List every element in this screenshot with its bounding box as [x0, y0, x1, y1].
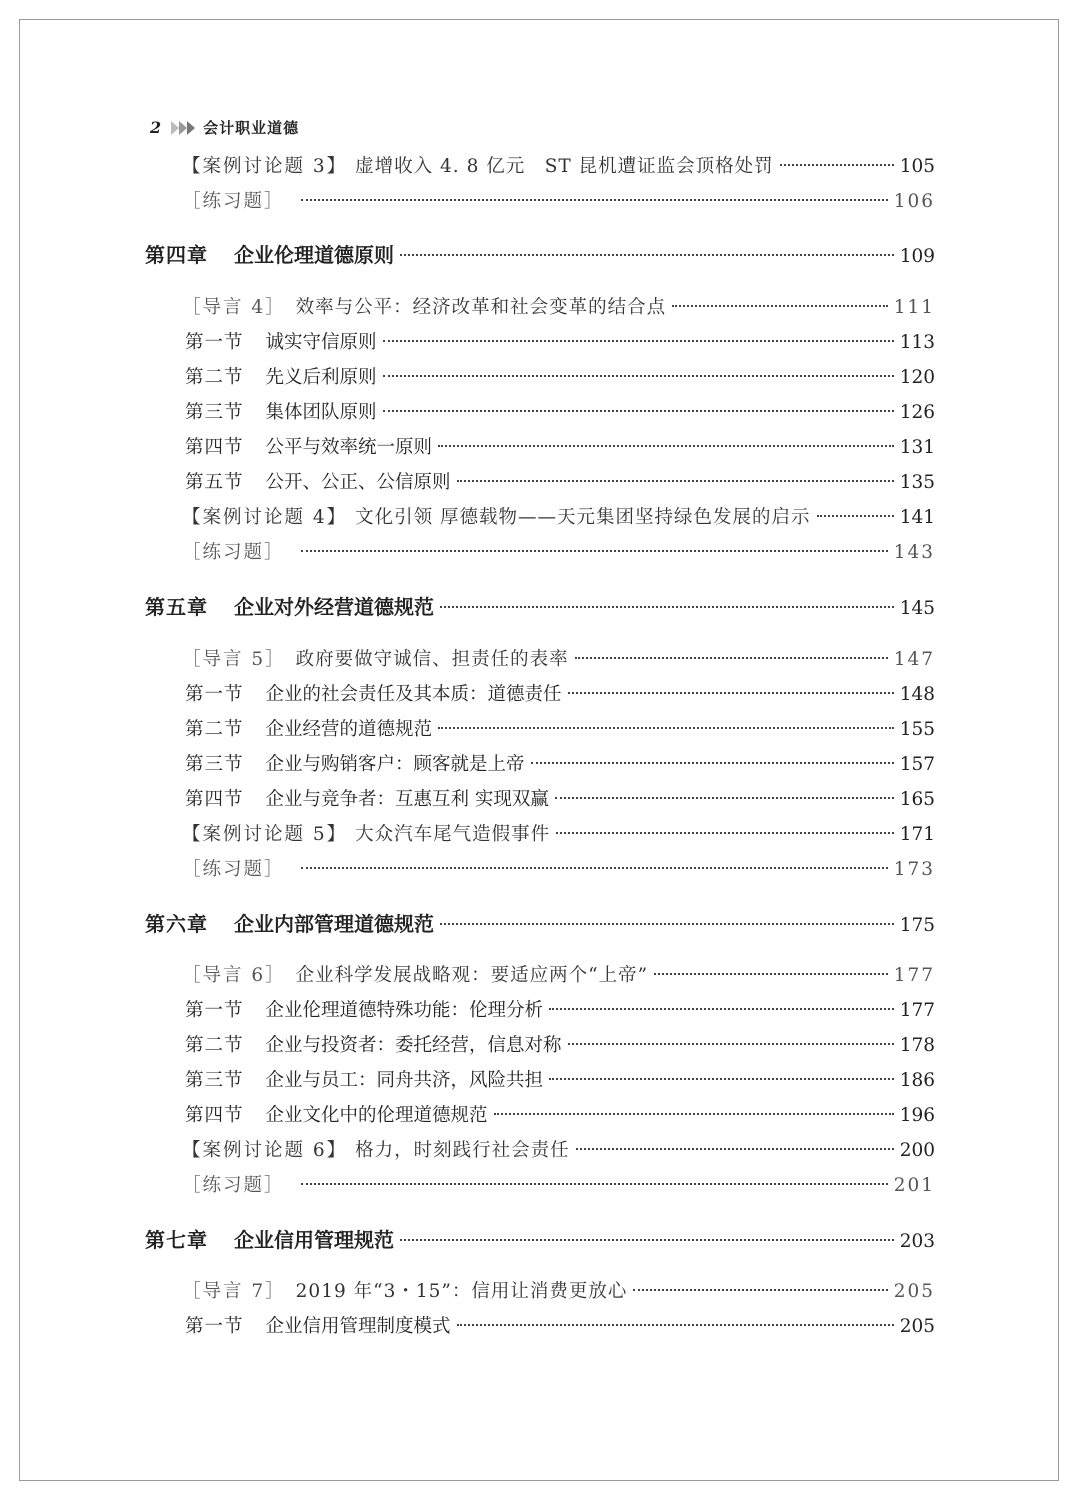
toc-label: 第一节: [185, 1316, 244, 1337]
toc-title: 企业与投资者：委托经营，信息对称: [265, 1035, 562, 1056]
toc-section-entry: [185, 1312, 935, 1342]
toc-label: 第二节: [185, 367, 244, 388]
dot-leader: [301, 550, 888, 552]
toc-section-entry: [185, 1066, 935, 1096]
dot-leader: [494, 1113, 894, 1115]
toc-title: 格力，时刻践行社会责任: [355, 1140, 570, 1161]
toc-label: 第四节: [185, 789, 244, 810]
dot-leader: [549, 1008, 894, 1010]
toc-title: 虚增收入 4. 8 亿元 ST 昆机遭证监会顶格处罚: [355, 156, 774, 177]
toc-bracket-entry: [182, 645, 935, 675]
toc-page-number: 106: [893, 191, 935, 212]
toc-label: 【案例讨论题 5】: [182, 824, 348, 845]
dot-leader: [301, 867, 888, 869]
toc-page-number: 113: [899, 332, 935, 353]
toc-label: ［导言 5］: [182, 649, 286, 670]
toc-label: 【案例讨论题 3】: [182, 156, 348, 177]
dot-leader: [531, 762, 894, 764]
toc-page-number: 200: [899, 1140, 935, 1161]
toc-label: 第五节: [185, 472, 244, 493]
toc-section-entry: [185, 363, 935, 393]
toc-label: 第三节: [185, 1070, 244, 1091]
toc-page-number: 148: [899, 684, 935, 705]
page-number: 2: [150, 118, 162, 137]
toc-label: 第四节: [185, 437, 244, 458]
toc-section-entry: [185, 750, 935, 780]
toc-title: 大众汽车尾气造假事件: [355, 824, 551, 845]
dot-leader: [438, 445, 894, 447]
toc-page-number: 141: [899, 507, 935, 528]
toc-label: 第四节: [185, 1105, 244, 1126]
dot-leader: [383, 375, 894, 377]
toc-label: 第二节: [185, 1035, 244, 1056]
toc-title: 公平与效率统一原则: [265, 437, 433, 458]
toc-chapter-entry: [145, 592, 935, 622]
toc-section-entry: [185, 680, 935, 710]
toc-page-number: 201: [893, 1175, 935, 1196]
toc-title: 公开、公正、公信原则: [265, 472, 451, 493]
toc-label: 第三节: [185, 402, 244, 423]
toc-page-number: 186: [899, 1070, 935, 1091]
toc-page-number: 120: [899, 367, 935, 388]
dot-leader: [301, 199, 888, 201]
toc-page-number: 143: [893, 542, 935, 563]
toc-title: 企业与竞争者：互惠互利 实现双赢: [265, 789, 549, 810]
toc-page-number: 175: [899, 915, 935, 936]
toc-title: 企业与员工：同舟共济，风险共担: [265, 1070, 544, 1091]
dot-leader: [440, 606, 894, 608]
toc-label: ［导言 4］: [182, 297, 286, 318]
toc-label: 第一节: [185, 684, 244, 705]
toc-bracket-entry: [182, 538, 935, 568]
toc-label: 第一节: [185, 332, 244, 353]
toc-case-entry: [182, 820, 935, 850]
toc-section-entry: [185, 328, 935, 358]
toc-bracket-entry: [182, 855, 935, 885]
toc-section-entry: [185, 996, 935, 1026]
toc-label: ［练习题］: [182, 542, 285, 563]
toc-label: 第七章: [145, 1228, 208, 1252]
toc-title: 先义后利原则: [265, 367, 377, 388]
toc-title: 企业文化中的伦理道德规范: [265, 1105, 488, 1126]
dot-leader: [438, 727, 894, 729]
toc-page-number: 173: [893, 859, 935, 880]
toc-title: 效率与公平：经济改革和社会变革的结合点: [295, 297, 667, 318]
toc-page-number: 155: [899, 719, 935, 740]
dot-leader: [555, 797, 894, 799]
toc-label: 第二节: [185, 719, 244, 740]
running-head: [150, 117, 299, 138]
dot-leader: [440, 923, 894, 925]
toc-section-entry: [185, 398, 935, 428]
dot-leader: [672, 305, 888, 307]
toc-label: 【案例讨论题 4】: [182, 507, 348, 528]
toc-label: 第三节: [185, 754, 244, 775]
dot-leader: [400, 1239, 894, 1241]
dot-leader: [400, 254, 894, 256]
toc-bracket-entry: [182, 961, 935, 991]
toc-label: 第一节: [185, 1000, 244, 1021]
toc-section-entry: [185, 433, 935, 463]
book-title: 会计职业道德: [203, 119, 300, 137]
toc-page-number: 205: [899, 1316, 935, 1337]
toc-section-entry: [185, 785, 935, 815]
toc-title: 诚实守信原则: [265, 332, 377, 353]
toc-title: 企业伦理道德特殊功能：伦理分析: [265, 1000, 544, 1021]
toc-bracket-entry: [182, 1171, 935, 1201]
dot-leader: [576, 1148, 894, 1150]
toc-page-number: 105: [899, 156, 935, 177]
toc-page-number: 109: [899, 246, 935, 267]
toc-title: 企业内部管理道德规范: [234, 912, 434, 936]
toc-section-entry: [185, 715, 935, 745]
toc-title: 文化引领 厚德载物——天元集团坚持绿色发展的启示: [355, 507, 811, 528]
toc-title: 政府要做守诚信、担责任的表率: [295, 649, 569, 670]
toc-case-entry: [182, 503, 935, 533]
toc-section-entry: [185, 1101, 935, 1131]
toc-page-number: 157: [899, 754, 935, 775]
toc-section-entry: [185, 468, 935, 498]
toc-chapter-entry: [145, 1225, 935, 1255]
toc-label: 第六章: [145, 912, 208, 936]
toc-page-number: 177: [899, 1000, 935, 1021]
toc-page-number: 178: [899, 1035, 935, 1056]
dot-leader: [556, 832, 894, 834]
dot-leader: [817, 515, 894, 517]
toc-case-entry: [182, 152, 935, 182]
toc-page-number: 196: [899, 1105, 935, 1126]
toc-label: 第四章: [145, 243, 208, 267]
toc-bracket-entry: [182, 187, 935, 217]
toc-title: 企业科学发展战略观：要适应两个“上帝”: [295, 965, 649, 986]
toc-page-number: 165: [899, 789, 935, 810]
toc-page-number: 126: [899, 402, 935, 423]
toc-page-number: 205: [893, 1281, 935, 1302]
toc-title: 集体团队原则: [265, 402, 377, 423]
toc-section-entry: [185, 1031, 935, 1061]
toc-page-number: 131: [899, 437, 935, 458]
toc-page-number: 147: [893, 649, 935, 670]
dot-leader: [568, 692, 894, 694]
toc-chapter-entry: [145, 909, 935, 939]
toc-label: ［练习题］: [182, 191, 285, 212]
dot-leader: [780, 164, 894, 166]
toc-page-number: 111: [893, 297, 935, 318]
toc-label: ［导言 7］: [182, 1281, 286, 1302]
dot-leader: [549, 1078, 894, 1080]
dot-leader: [301, 1183, 888, 1185]
dot-leader: [383, 340, 894, 342]
toc-page-number: 203: [899, 1231, 935, 1252]
toc-page-number: 145: [899, 598, 935, 619]
toc-label: ［导言 6］: [182, 965, 286, 986]
toc-bracket-entry: [182, 293, 935, 323]
dot-leader: [575, 657, 888, 659]
toc-title: 企业伦理道德原则: [234, 243, 394, 267]
toc-bracket-entry: [182, 1277, 935, 1307]
toc-title: 企业信用管理规范: [234, 1228, 394, 1252]
toc-label: ［练习题］: [182, 1175, 285, 1196]
toc-label: 第五章: [145, 595, 208, 619]
dot-leader: [633, 1289, 887, 1291]
toc-page-number: 171: [899, 824, 935, 845]
dot-leader: [654, 973, 888, 975]
toc-case-entry: [182, 1136, 935, 1166]
toc-title: 企业经营的道德规范: [265, 719, 433, 740]
dot-leader: [383, 410, 894, 412]
toc-label: ［练习题］: [182, 859, 285, 880]
dot-leader: [457, 480, 894, 482]
toc-title: 企业信用管理制度模式: [265, 1316, 451, 1337]
double-arrow-icon: [171, 120, 197, 136]
toc-page-number: 135: [899, 472, 935, 493]
toc-title: 企业对外经营道德规范: [234, 595, 434, 619]
toc-label: 【案例讨论题 6】: [182, 1140, 348, 1161]
toc-title: 2019 年“3・15”：信用让消费更放心: [295, 1281, 628, 1302]
toc-title: 企业的社会责任及其本质：道德责任: [265, 684, 562, 705]
toc-page-number: 177: [893, 965, 935, 986]
dot-leader: [568, 1043, 894, 1045]
toc-chapter-entry: [145, 240, 935, 270]
dot-leader: [457, 1324, 894, 1326]
toc-title: 企业与购销客户：顾客就是上帝: [265, 754, 525, 775]
